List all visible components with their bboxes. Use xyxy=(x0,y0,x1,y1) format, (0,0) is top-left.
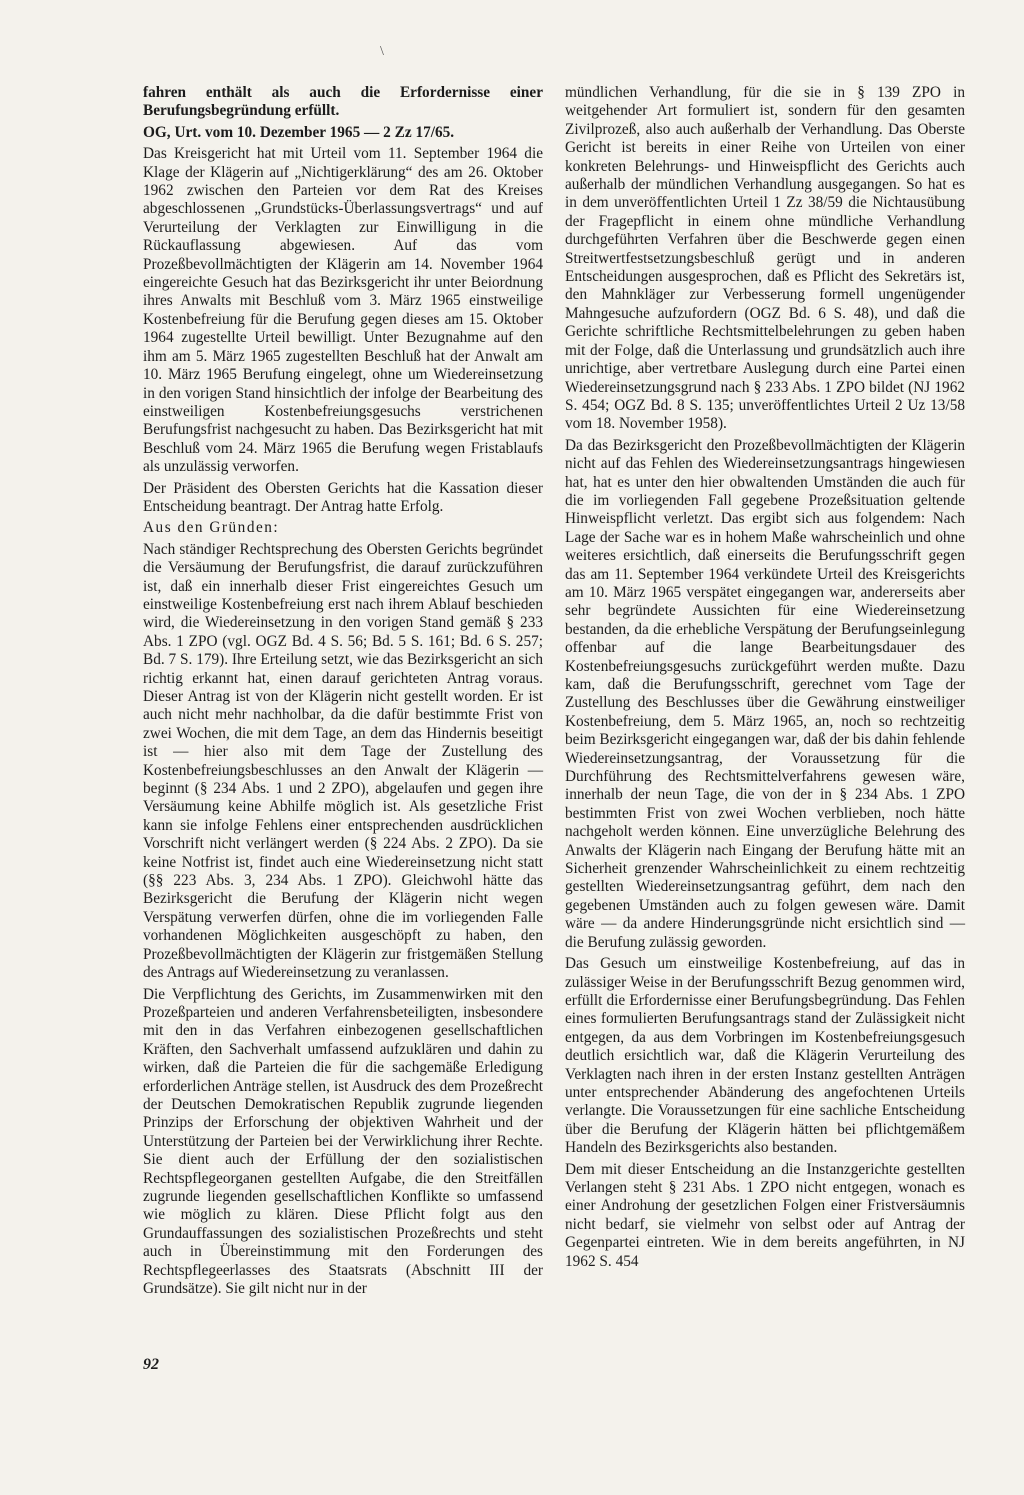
body-paragraph: Da das Bezirksgericht den Prozeßbevollmächtigten der Klägerin nicht auf das Fehlen des Wiedereinsetzungsantrags hingewiesen hat, hat es unter den hier obwaltenden Umständen die auch für die im vorliegenden Fall gegebene Prozeßsituation geltende Hinweispflicht verletzt. Das ergibt sich aus folgendem: Nach Lage der Sache war es in hohem Maße wahrscheinlich und ohne weiteres ersichtlich, daß einerseits die Berufungsschrift gegen das am 11. September 1964 verkündete Urteil des Kreisgerichts am 10. März 1965 verspätet eingegangen war, andererseits aber sehr begründete Aussichten für eine Wiedereinsetzung bestanden, da die erhebliche Verspätung der Berufungseinlegung offenbar auf die lange Bearbeitungsdauer des Kostenbefreiungsgesuchs zurückgeführt werden mußte. Dazu kam, daß die Berufungsschrift, gerechnet vom Tage der Zustellung des Beschlusses über die Gewährung einstweiliger Kostenbefreiung, dem 5. März 1965, an, noch so rechtzeitig beim Bezirksgericht eingegangen war, daß der bis dahin fehlende Wiedereinsetzungsantrag, der Voraussetzung für die Durchführung des Rechtsmittelverfahrens gewesen wäre, innerhalb der neun Tage, die von der in § 234 Abs. 1 ZPO bestimmten Frist von zwei Wochen verblieben, noch hätte nachgeholt werden können. Eine unverzügliche Belehrung des Anwalts der Klägerin nach Eingang der Berufung hätte mit an Sicherheit grenzender Wahrscheinlichkeit zu einem rechtzeitig gestellten Wiedereinsetzungsantrag geführt, dem nach den gegebenen Umständen auch zu folgen gewesen wäre. Damit wäre — da andere Hinderungsgründe nicht ersichtlich sind — die Berufung zulässig geworden. xyxy=(565,436,965,951)
body-paragraph: mündlichen Verhandlung, für die sie in § 139 ZPO in weitgehender Art formuliert ist, sondern für den gesamten Zivilprozeß, also auch außerhalb der Verhandlung. Das Oberste Gericht ist bereits in einer Reihe von Urteilen von einer konkreten Belehrungs- und Hinweispflicht des Gerichts auch außerhalb der mündlichen Verhandlung ausgegangen. So hat es in dem unveröffentlichten Urteil 1 Zz 38/59 die Nichtausübung der Fragepflicht in einem ohne mündliche Verhandlung durchgeführten Verfahren über die Beschwerde gegen einen Streitwertfestsetzungsbeschluß gerügt und in anderen Entscheidungen ausgesprochen, daß es Pflicht des Sekretärs ist, den Mahnkläger zur Verbesserung formell ungenügender Mahngesuche aufzufordern (OGZ Bd. 6 S. 48), und daß die Gerichte schriftliche Rechtsmittelbelehrungen zu geben haben mit der Folge, daß die Unterlassung und grundsätzlich auch ihre unrichtige, aber vertretbare Auslegung durch eine Partei einen Wiedereinsetzungsgrund nach § 233 Abs. 1 ZPO bildet (NJ 1962 S. 454; OGZ Bd. 8 S. 135; unveröffentlichtes Urteil 2 Uz 13/58 vom 18. November 1958). xyxy=(565,84,965,433)
reasons-paragraph: Die Verpflichtung des Gerichts, im Zusammenwirken mit den Prozeßparteien und anderen Verfahrensbeteiligten, insbesondere mit den in das Verfahren einbezogenen gesellschaftlichen Kräften, den Sachverhalt umfassend aufzuklären und dahin zu wirken, daß die Parteien die für die sachgemäße Erledigung erforderlichen Anträge stellen, ist Ausdruck des dem Prozeßrecht der Deutschen Demokratischen Republik zugrunde liegenden Prinzips der Erforschung der objektiven Wahrheit und der Unterstützung der Parteien bei der Verwirklichung ihrer Rechte. Sie dient auch der Erfüllung der den sozialistischen Rechtspflegeorganen gestellten Aufgabe, die den Streitfällen zugrunde liegenden gesellschaftlichen Konflikte so umfassend wie möglich zu klären. Diese Pflicht folgt aus den Grundauffassungen des sozialistischen Prozeßrechts und steht auch in Übereinstimmung mit den Forderungen des Rechtspflegeerlasses des Staatsrats (Abschnitt III der Grundsätze). Sie gilt nicht nur in der xyxy=(143,985,543,1297)
right-column xyxy=(565,84,965,1271)
heading-lead: fahren enthält als auch die Erfordernisse einer Berufungsbegründung erfüllt. xyxy=(143,84,543,120)
scan-mark: \ xyxy=(380,44,384,59)
section-heading: Aus den Gründen: xyxy=(143,519,280,537)
body-paragraph: Das Gesuch um einstweilige Kostenbefreiung, auf das in zulässiger Weise in der Berufungsschrift Bezug genommen wird, erfüllt die Erfordernisse einer Berufungsbegründung. Das Fehlen eines formulierten Berufungsantrags stand der Zulässigkeit nicht entgegen, da aus dem Vorbringen im Kostenbefreiungsgesuch deutlich ersichtlich war, daß die Klägerin Verurteilung des Verklagten nach ihren in der ersten Instanz gestellten Anträgen unter entsprechender Abänderung des angefochtenen Urteils verlangte. Die Voraussetzungen für eine sachliche Entscheidung über die Berufung der Klägerin hätten bei pflichtgemäßem Handeln des Bezirksgerichts also bestanden. xyxy=(565,955,965,1157)
facts-paragraph: Das Kreisgericht hat mit Urteil vom 11. September 1964 die Klage der Klägerin auf „Nichtigerklärung“ des am 26. Oktober 1962 zwischen den Parteien vor dem Rat des Kreises abgeschlossenen „Grundstücks-Überlassungsvertrags“ und auf Verurteilung der Verklagten zur Einwilligung in die Rückauflassung abgewiesen. Auf das vom Prozeßbevollmächtigten der Klägerin am 14. November 1964 eingereichte Gesuch hat das Bezirksgericht ihr unter Beiordnung ihres Anwalts mit Beschluß vom 3. März 1965 einstweilige Kostenbefreiung für die Berufung gegen dieses am 15. Oktober 1964 zugestellte Urteil bewilligt. Unter Bezugnahme auf den ihm am 5. März 1965 zugestellten Beschluß hat der Anwalt am 10. März 1965 Berufung eingelegt, ohne um Wiedereinsetzung in den vorigen Stand hinsichtlich der infolge der Bearbeitung des einstweiligen Kostenbefreiungsgesuchs verstrichenen Berufungsfrist nachgesucht zu haben. Das Bezirksgericht hat mit Beschluß vom 24. März 1965 die Berufung wegen Fristablaufs als unzulässig verworfen. xyxy=(143,145,543,476)
case-citation: OG, Urt. vom 10. Dezember 1965 — 2 Zz 17/65. xyxy=(143,123,455,141)
reasons-paragraph: Nach ständiger Rechtsprechung des Obersten Gerichts begründet die Versäumung der Berufungsfrist, die darauf zurückzuführen ist, daß ein innerhalb dieser Frist eingereichtes Gesuch um einstweilige Kostenbefreiung erst nach ihrem Ablauf beschieden wird, die Wiedereinsetzung in den vorigen Stand gemäß § 233 Abs. 1 ZPO (vgl. OGZ Bd. 4 S. 56; Bd. 5 S. 161; Bd. 6 S. 257; Bd. 7 S. 179). Ihre Erteilung setzt, wie das Bezirksgericht an sich richtig erkannt hat, einen darauf gerichteten Antrag voraus. Dieser Antrag ist von der Klägerin nicht gestellt worden. Er ist auch nicht mehr nachholbar, da die dafür bestimmte Frist von zwei Wochen, die mit dem Tage, an dem das Hindernis beseitigt ist — hier also mit dem Tage der Zustellung des Kostenbefreiungsbeschlusses an den Anwalt der Klägerin — beginnt (§ 234 Abs. 1 und 2 ZPO), abgelaufen und gegen ihre Versäumung keine Abhilfe möglich ist. Als gesetzliche Frist kann sie infolge Fehlens einer entsprechenden ausdrücklichen Vorschrift nicht verlängert werden (§ 224 Abs. 2 ZPO). Da sie keine Notfrist ist, findet auch eine Wiedereinsetzung nicht statt (§§ 223 Abs. 3, 234 Abs. 1 ZPO). Gleichwohl hätte das Bezirksgericht die Berufung der Klägerin nicht wegen Verspätung verwerfen dürfen, ohne die im vorliegenden Falle vorhandenen Möglichkeiten ausgeschöpft zu haben, den Prozeßbevollmächtigten der Klägerin zur fristgemäßen Stellung des Antrags auf Wiedereinsetzung zu veranlassen. xyxy=(143,540,543,982)
page-number: 92 xyxy=(143,1356,159,1373)
facts-paragraph: Der Präsident des Obersten Gerichts hat die Kassation dieser Entscheidung beantragt. Der Antrag hatte Erfolg. xyxy=(143,479,543,515)
body-paragraph: Dem mit dieser Entscheidung an die Instanzgerichte gestellten Verlangen steht § 231 Abs. 1 ZPO nicht entgegen, wonach es einer Androhung der gesetzlichen Folgen einer Fristversäumnis nicht bedarf, sie vielmehr von selbst oder auf Antrag der Gegenpartei eintreten. Wie in dem bereits angeführten, in NJ 1962 S. 454 xyxy=(565,1160,965,1270)
left-column xyxy=(143,84,543,1298)
